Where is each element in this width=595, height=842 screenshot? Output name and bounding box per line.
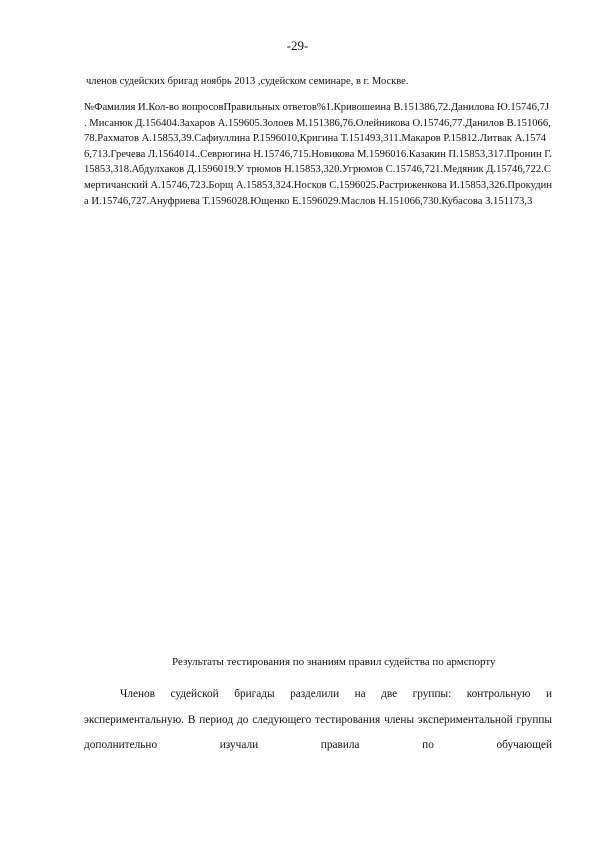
body-paragraph: Членов судейской бригады разделили на две группы: контрольную и экспериментальную. В период до следующего тестирования члены экспериментальной группы дополнительно изучали правила по обучающей [84,688,552,751]
table-caption: членов судейских бригад ноябрь 2013 ,судейском семинаре, в г. Москве. [86,76,409,87]
results-heading: Результаты тестирования по знаниям правил судейства по армспорту [172,656,496,668]
results-table-text: №Фамилия И.Кол-во вопросовПравильных ответов%1.Кривошеина В.151386,72.Данилова Ю.15746,7J . Мисанюк Д.156404.Захаров А.159605.Золоев М.151386,76.Олейникова О.15746,77.Данилов В.151066,78.Рахматов А.15853,39.Сафиуллина Р.1596010,Кригина Т.151493,311.Макаров Р.15812.Литвак А.15746,713.Гречева Л.1564014..Севрюгина Н.15746,715.Новикова М.1596016.Казакин П.15853,317.Пронин Г.15853,318.Абдулхаков Д.1596019.У трюмов Н.15853,320.Угрюмов С.15746,721.Медяник Д.15746,722.Смертичанский А.15746,723.Борщ А.15853,324.Носков С.1596025.Растриженкова И.15853,326.Прокудина И.15746,727.Ануфриева Т.1596028.Ющенко Е.1596029.Маслов Н.151066,730.Кубасова З.151173,3 [84,102,552,207]
page-number: -29- [286,38,309,53]
